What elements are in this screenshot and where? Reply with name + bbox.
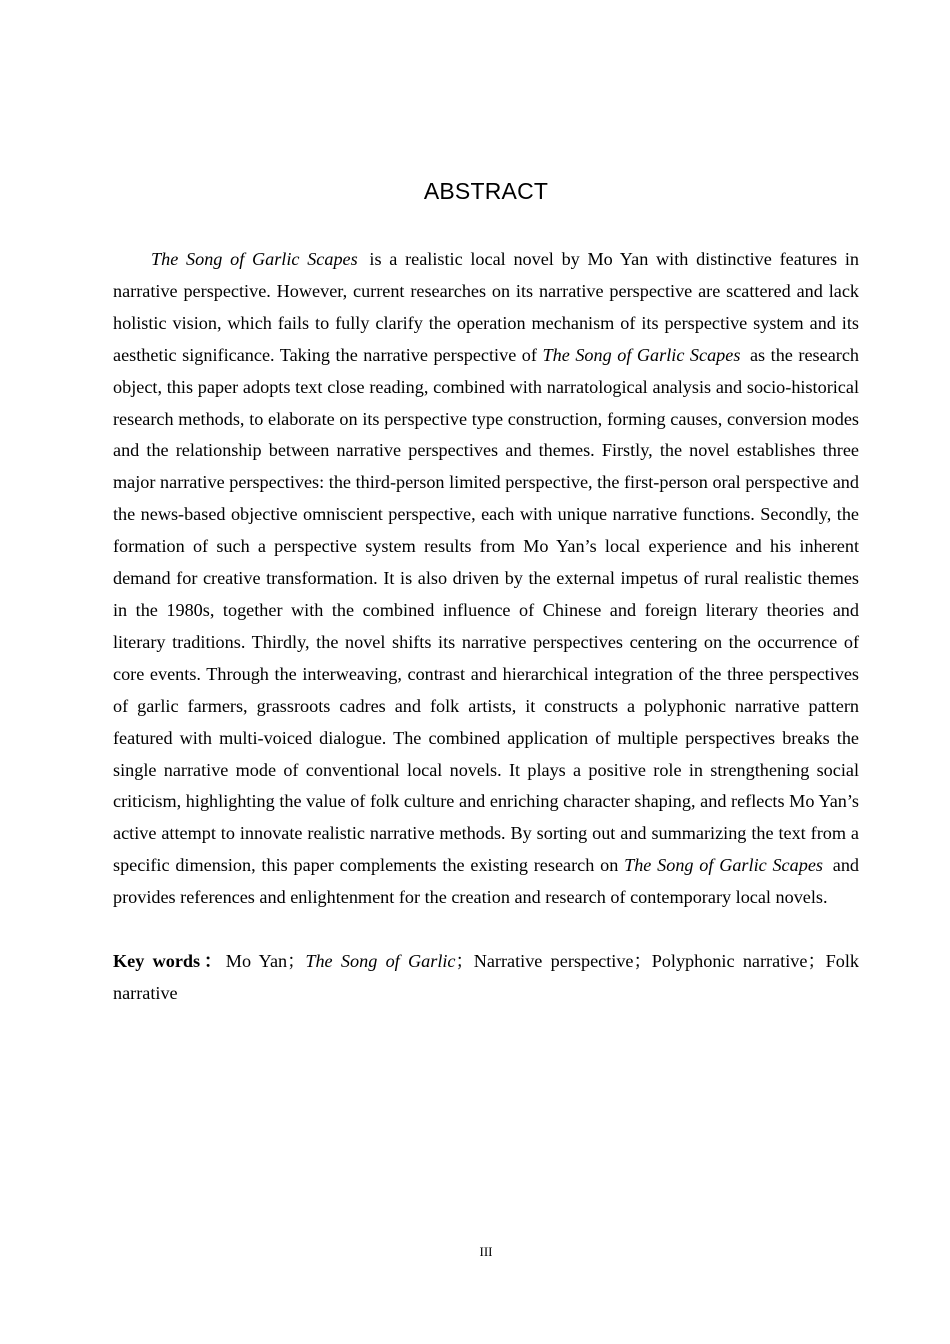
keyword-3: Narrative perspective；: [473, 951, 652, 971]
keyword-4: Polyphonic narrative；: [651, 951, 826, 971]
abstract-title: ABSTRACT: [423, 178, 549, 204]
book-title-italic: The Song of Garlic Scapes: [624, 855, 823, 876]
abstract-text-part-3: and provides references and enlightenment for the creation and research of contemporary local novels.: [113, 855, 860, 908]
page-number: III: [479, 1244, 493, 1259]
keywords-label: Key words：: [113, 951, 226, 971]
abstract-text-part-1: is a realistic local novel by Mo Yan with distinctive features in narrative perspective. However, current researches on its narrative perspective are scattered and lack holistic vision, which fails to fully clarify the operation mechanism of its perspective system and its aesthetic significance. Taking the narrative perspective of: [113, 249, 859, 365]
keywords-line: [113, 946, 859, 1010]
book-title-italic: The Song of Garlic Scapes: [151, 249, 358, 269]
keyword-5: Folk narrative: [113, 951, 860, 1003]
keyword-2: The Song of Garlic: [305, 951, 456, 971]
keyword-2-separator: ；: [455, 951, 474, 971]
keyword-1: Mo Yan；: [225, 951, 306, 971]
abstract-paragraph: [113, 244, 859, 914]
abstract-text-part-2: as the research object, this paper adopts text close reading, combined with narratological analysis and socio-historical research methods, to elaborate on its perspective type construction, forming causes, conversion modes and the relationship between narrative perspectives and themes. Firstly, the novel establishes three major narrative perspectives: the third-person limited perspective, the first-person oral perspective and the news-based objective omniscient perspective, each with unique narrative functions. Secondly, the formation of such a perspective system results from Mo Yan’s local experience and his inherent demand for creative transformation. It is also driven by the external impetus of rural realistic themes in the 1980s, together with the combined influence of Chinese and foreign literary theories and literary traditions. Thirdly, the novel shifts its narrative perspectives centering on the occurrence of core events. Through the interweaving, contrast and hierarchical integration of the three perspectives of garlic farmers, grassroots cadres and folk artists, it constructs a polyphonic narrative pattern featured with multi-voiced dialogue. The combined application of multiple perspectives breaks the single narrative mode of conventional local novels. It plays a positive role in strengthening social criticism, highlighting the value of folk culture and enriching character shaping, and reflects Mo Yan’s active attempt to innovate realistic narrative methods. By sorting out and summarizing the text from a specific dimension, this paper complements the existing research on: [113, 344, 859, 876]
book-title-italic: The Song of Garlic Scapes: [542, 344, 741, 365]
